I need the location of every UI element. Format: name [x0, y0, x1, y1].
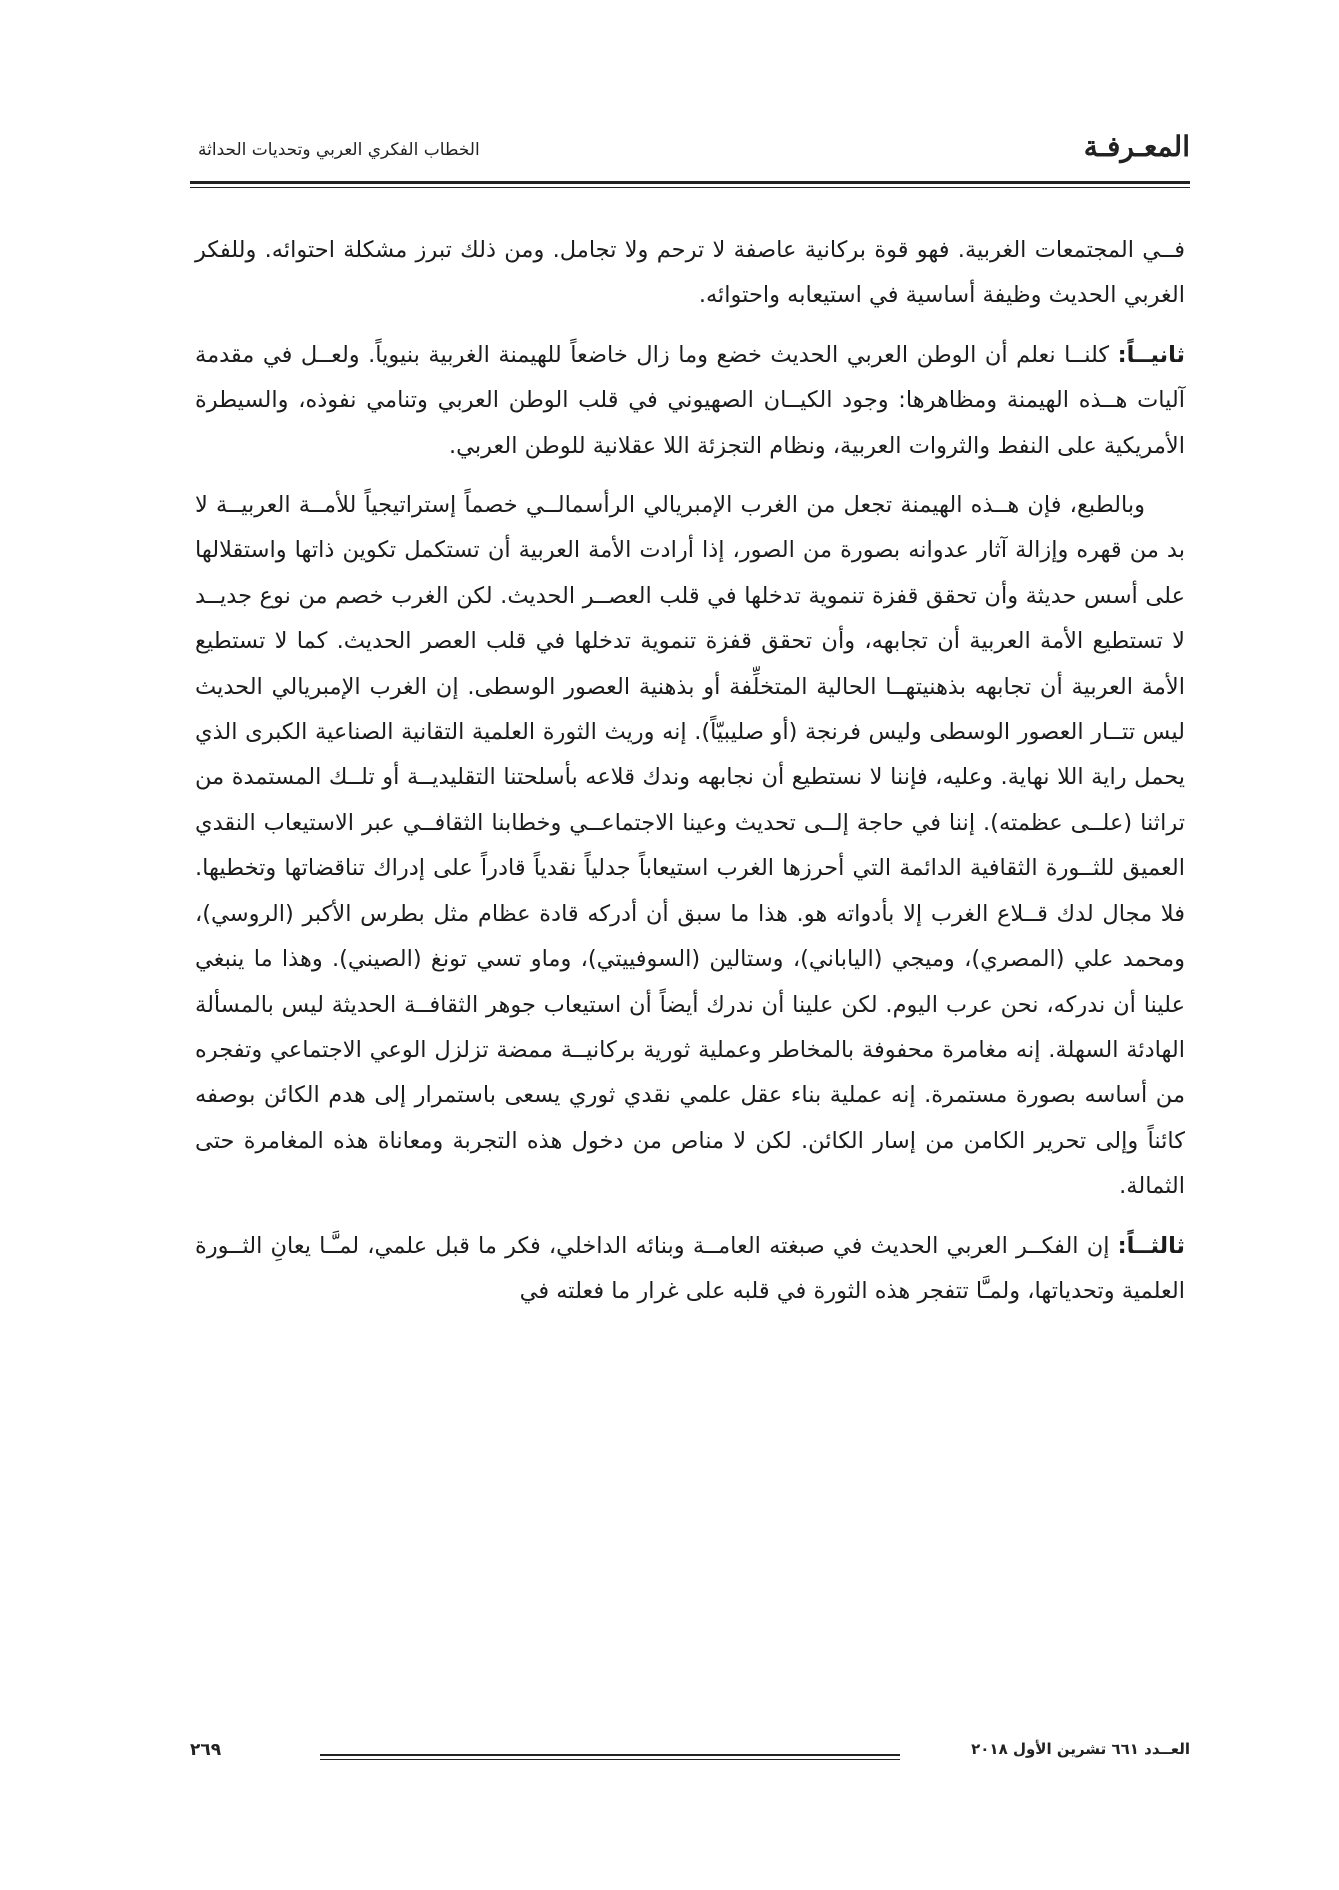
paragraph-2-text: كلنــا نعلم أن الوطن العربي الحديث خضع وما زال خاضعاً للهيمنة الغربية بنيوياً. ولعــل في مقدمة آليات هــذه الهيمنة ومظاهرها: وجود الكيــان الصهيوني في قلب الوطن العربي وتنامي نفوذه، والسيطرة الأمريكية على النفط والثروات العربية، ونظام التجزئة اللا عقلانية للوطن العربي.	[195, 341, 1185, 459]
journal-logo: المعـرفـة	[1083, 130, 1190, 163]
paragraph-2	[195, 333, 1185, 469]
paragraph-3: وبالطبع، فإن هــذه الهيمنة تجعل من الغرب الإمبريالي الرأسمالــي خصماً إستراتيجياً للأمــة العربيــة لا بد من قهره وإزالة آثار عدوانه بصورة من الصور، إذا أرادت الأمة العربية أن تستكمل تكوين ذاتها واستقلالها على أسس حديثة وأن تحقق قفزة تنموية تدخلها في قلب العصــر الحديث. لكن الغرب خصم من نوع جديــد لا تستطيع الأمة العربية أن تجابهه، وأن تحقق قفزة تنموية تدخلها في قلب العصر الحديث. كما لا تستطيع الأمة العربية أن تجابهه بذهنيتهــا الحالية المتخلِّفة أو بذهنية العصور الوسطى. إن الغرب الإمبريالي الحديث ليس تتــار العصور الوسطى وليس فرنجة (أو صليبيّاً). إنه وريث الثورة العلمية التقانية الصناعية الكبرى الذي يحمل راية اللا نهاية. وعليه، فإننا لا نستطيع أن نجابهه وندك قلاعه بأسلحتنا التقليديــة أو تلــك المستمدة من تراثنا (علــى عظمته). إننا في حاجة إلــى تحديث وعينا الاجتماعــي وخطابنا الثقافــي عبر الاستيعاب النقدي العميق للثــورة الثقافية الدائمة التي أحرزها الغرب استيعاباً جدلياً نقدياً قادراً على إدراك تناقضاتها وتخطيها. فلا مجال لدك قــلاع الغرب إلا بأدواته هو. هذا ما سبق أن أدركه قادة عظام مثل بطرس الأكبر (الروسي)، ومحمد علي (المصري)، وميجي (الياباني)، وستالين (السوفييتي)، وماو تسي تونغ (الصيني). وهذا ما ينبغي علينا أن ندركه، نحن عرب اليوم. لكن علينا أن ندرك أيضاً أن استيعاب جوهر الثقافــة الحديثة ليس بالمسألة الهادئة السهلة. إنه مغامرة محفوفة بالمخاطر وعملية ثورية بركانيــة ممضة تزلزل الوعي الاجتماعي وتفجره من أساسه بصورة مستمرة. إنه عملية بناء عقل علمي نقدي ثوري يسعى باستمرار إلى هدم الكائن بوصفه كائناً وإلى تحرير الكامن من إسار الكائن. لكن لا مناص من دخول هذه التجربة ومعاناة هذه المغامرة حتى الثمالة.	[195, 492, 1185, 1200]
page-footer	[190, 1740, 1190, 1770]
running-title: الخطاب الفكري العربي وتحديات الحداثة	[198, 140, 480, 160]
footer-divider	[320, 1754, 900, 1756]
issue-label: العــدد ٦٦١ تشرين الأول ٢٠١٨	[971, 1740, 1190, 1758]
paragraph-4	[195, 1224, 1185, 1315]
paragraph-1: فــي المجتمعات الغربية. فهو قوة بركانية عاصفة لا ترحم ولا تجامل. ومن ذلك تبرز مشكلة احتوائه. وللفكر الغربي الحديث وظيفة أساسية في استيعابه واحتوائه.	[195, 237, 1185, 309]
header-divider	[190, 181, 1190, 184]
paragraph-2-lead: ثانيــاً:	[1117, 341, 1185, 368]
paragraph-4-text: إن الفكــر العربي الحديث في صبغته العامــة وبنائه الداخلي، فكر ما قبل علمي، لمـَّـا يعانِ الثــورة العلمية وتحدياتها، ولمـَّا تتفجر هذه الثورة في قلبه على غرار ما فعلته في	[195, 1232, 1185, 1304]
paragraph-4-lead: ثالثــاً:	[1117, 1232, 1185, 1259]
article-body	[195, 228, 1185, 1314]
page-number: ٢٦٩	[190, 1740, 222, 1760]
header-divider-thin	[190, 187, 1190, 188]
footer-divider-thin	[320, 1759, 900, 1760]
page-header	[190, 128, 1190, 178]
